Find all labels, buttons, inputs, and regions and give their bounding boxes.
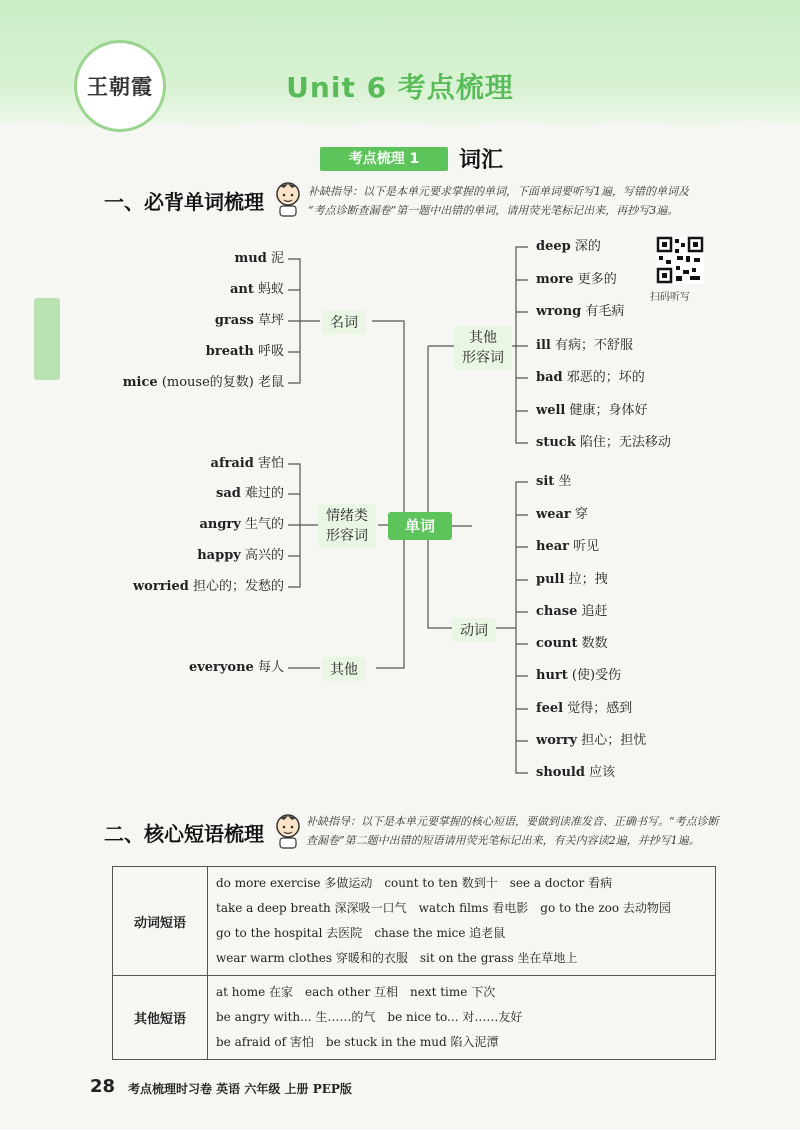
other-word-item: everyone 每人 [188,660,284,675]
category-nouns: 名词 [322,310,366,334]
verb-item: chase 追赶 [536,604,608,619]
category-emotion-line2: 形容词 [326,528,368,544]
verb-item: should 应该 [536,765,616,780]
noun-item: breath 呼吸 [205,344,284,359]
emotion-adj-item: worried 担心的；发愁的 [132,579,284,594]
part2-guide-line1: 补缺指导：以下是本单元要掌握的核心短语，要做到读准发音、正确书写。“考点诊断 [306,815,719,828]
verb-item: pull 拉；拽 [536,572,608,587]
verb-item: hurt (使)受伤 [536,668,622,683]
unit-title: Unit 6 考点梳理 [286,71,514,104]
boy-icon [270,810,306,850]
other-adj-item: ill 有病；不舒服 [536,338,633,353]
phrase-line: be afraid of 害怕 be stuck in the mud 陷入泥潭 [216,1035,499,1049]
other-adj-item: stuck 陷住；无法移动 [536,435,671,450]
table-row [113,867,716,976]
phrase-table [112,866,716,1060]
part1-guide-line1: 补缺指导：以下是本单元要求掌握的单词，下面单词要听写1遍，写错的单词及 [308,185,689,198]
emotion-adj-item: afraid 害怕 [210,456,284,471]
category-other-adj-line1: 其他 [469,330,497,346]
noun-item: mud 泥 [234,251,284,266]
other-adj-item: well 健康；身体好 [536,403,648,418]
verb-item: feel 觉得；感到 [536,701,633,716]
verb-item: hear 听见 [536,539,600,554]
emotion-adj-item: angry 生气的 [199,517,284,532]
noun-item: ant 蚂蚁 [229,282,284,297]
verb-item: count 数数 [536,636,608,651]
phrase-line: be angry with... 生……的气 be nice to... 对……友好 [216,1010,523,1024]
verb-item: sit 坐 [536,474,572,489]
category-other-adj [454,326,512,370]
phrase-line: wear warm clothes 穿暖和的衣服 sit on the grass 坐在草地上 [216,951,578,965]
emotion-adj-item: happy 高兴的 [197,548,284,563]
phrase-line: do more exercise 多做运动 count to ten 数到十 see a doctor 看病 [216,876,613,890]
emotion-adj-item: sad 难过的 [216,486,284,501]
category-other-adj-line2: 形容词 [462,350,504,366]
other-adj-item: deep 深的 [536,239,601,254]
part1-guide-line2: “考点诊断查漏卷”第一题中出错的单词，请用荧光笔标记出来，再抄写3遍。 [308,204,679,217]
category-verbs: 动词 [452,618,496,642]
category-emotion-adj [318,504,376,548]
verb-phrase-cell [208,867,716,976]
other-phrase-label: 其他短语 [113,976,208,1060]
other-adj-item: wrong 有毛病 [536,304,625,319]
table-row [113,976,716,1060]
section-badge: 考点梳理 1 [320,147,448,171]
logo-text: 王朝霞 [87,74,153,99]
part1-heading: 一、必背单词梳理 [104,190,264,214]
verb-item: worry 担心；担忧 [536,733,647,748]
part2-guide-line2: 查漏卷”第二题中出错的短语请用荧光笔标记出来，有关内容读2遍，并抄写1遍。 [306,834,700,847]
qr-label: 扫码听写 [650,292,690,303]
other-adj-item: bad 邪恶的；坏的 [536,370,645,385]
other-phrase-cell [208,976,716,1060]
noun-item: grass 草坪 [214,313,284,328]
page-number: 28 [90,1076,116,1097]
footer-text: 考点梳理时习卷 英语 六年级 上册 PEP版 [128,1082,352,1096]
root-node: 单词 [388,512,452,540]
verb-phrase-label: 动词短语 [113,867,208,976]
verb-item: wear 穿 [536,507,588,522]
phrase-line: go to the hospital 去医院 chase the mice 追老鼠 [216,926,506,940]
other-adj-item: more 更多的 [536,272,617,287]
noun-item: mice (mouse的复数) 老鼠 [122,375,284,390]
category-emotion-line1: 情绪类 [326,508,368,524]
category-other: 其他 [322,657,366,681]
section-word: 词汇 [459,148,504,173]
phrase-line: at home 在家 each other 互相 next time 下次 [216,985,496,999]
part2-heading: 二、核心短语梳理 [104,822,264,846]
phrase-line: take a deep breath 深深吸一口气 watch films 看电影 go to the zoo 去动物园 [216,901,671,915]
